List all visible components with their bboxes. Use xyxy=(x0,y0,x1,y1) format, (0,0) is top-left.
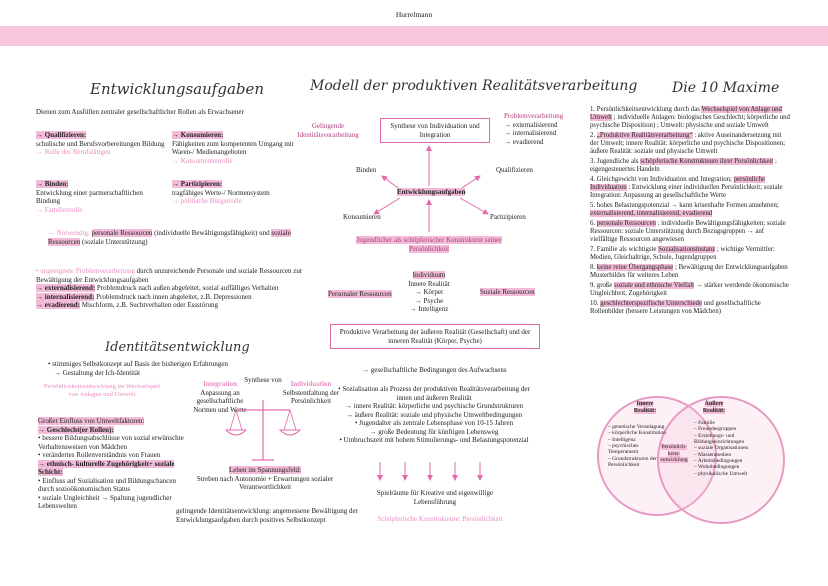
notwendig-pre: → Notwendig: xyxy=(48,229,90,237)
venn-left-item: – Grundstrukturen der Persönlichkeit xyxy=(608,455,657,468)
venn-center-text: Persönlich-keits-entwicklung xyxy=(660,444,688,464)
qualifizieren-text: schulische und Berufsvorbereitungen Bildung xyxy=(36,139,165,148)
maxime-text: 3. xyxy=(590,158,597,166)
maxime-item xyxy=(590,132,790,156)
eva-text: Mischform, z.B. Suchtverhalten oder Essstörung xyxy=(81,301,219,310)
entwicklungsaufgaben-intro: Dienen zum Ausfüllen zentraler gesellschaftlicher Rollen als Erwachsener xyxy=(36,108,244,116)
maxime-text: ; wichtige Vermittler: Medien, Gleichaltrige, Schule, Jugendgruppen xyxy=(590,246,775,262)
modell-binden: Binden xyxy=(356,166,377,174)
venn-right-item: – Erziehungs- und Bildungseinrichtungen xyxy=(694,432,745,445)
maxime-item xyxy=(590,300,790,316)
maxime-text: → stärker werdende ökonomische Ungleichheit, Zugehörigkeit xyxy=(590,282,789,298)
schicht-2: • soziale Ungleichheit → Spaltung jugendlicher Lebenswelten xyxy=(38,493,172,511)
binden-label: → Binden: xyxy=(36,180,69,188)
maxime-text: 1. xyxy=(590,106,597,113)
gelingend-text: gelingende Identitätsentwicklung: angemessene Bewältigung der Entwicklungsaufgaben durch positives Selbstkonzept xyxy=(176,507,358,524)
maxime-item xyxy=(590,176,790,200)
page-header: Hurrelmann xyxy=(395,10,433,19)
qualifizieren-role: → Rolle des Berufstätigen xyxy=(36,148,111,157)
venn-left-item: – Intelligenz xyxy=(608,436,636,443)
jugendlicher-text: Jugendlicher als schöpferischer Konstrukteur seiner Persönlichkeit xyxy=(356,236,502,253)
ungeeignete-pink: • ungeeignete Problemverarbeitung xyxy=(36,267,135,275)
maxime-text: 6. xyxy=(590,220,597,228)
maxime-text: : aktive Auseinandersetzung mit der Umwelt; innere Realität: körperliche und psychische Dispositionen; äußere Realität: soziale und physische Umwelt xyxy=(590,132,785,156)
synthese-box: Synthese von Individuation und Integration xyxy=(380,118,490,143)
venn-right-item: – Wohnbedingungen xyxy=(694,464,740,471)
individuum-label: Individuum xyxy=(412,271,446,279)
notwendig-hl1: personale Ressourcen xyxy=(91,229,153,237)
personale-ressourcen xyxy=(328,290,392,299)
maxime-text: Familie als wichtigste xyxy=(596,246,659,254)
partizipieren-text: tragfähiges Werte-/ Normensystem xyxy=(172,188,270,197)
maxime-title: Die 10 Maxime xyxy=(672,80,780,96)
venn-center xyxy=(657,444,691,464)
venn-right-item: – soziale Organisationen xyxy=(694,445,749,452)
innere-realitaet: Innere Realität xyxy=(408,279,450,288)
psyche: → Psyche xyxy=(414,296,444,305)
maxime-highlight: keine reine Übergangsphase xyxy=(596,264,674,272)
maxime-text: : individuelle Bewältigungsfähigkeiten; soziale Ressourcen: soziale Unterstützung durch Bezugsgruppen → auf vielfältige Ressourcen angewiesen xyxy=(590,220,786,244)
modell-qualifizieren: Qualifizieren xyxy=(496,166,533,174)
maxime-text: und gesellschaftliche Rollenbilder (bessere Leistungen von Mädchen) xyxy=(590,300,761,316)
maxime-highlight: schöpferische Konstrukteure ihrer Persönlichkeit xyxy=(640,158,774,166)
venn-left-item: – körperliche Konstitution xyxy=(608,430,667,437)
individuum-block xyxy=(390,271,468,314)
arrow-partizipieren xyxy=(460,198,488,214)
maxime-text: 2. xyxy=(590,132,597,140)
eva-label: → evadierend: xyxy=(36,301,81,310)
spielraeume: Spielräume für Kreative und eigenwillige Lebensführung xyxy=(376,489,494,506)
ungeeignete-text: durch unzureichende Personale und soziale Ressourcen zur Bewältigung der Entwicklungsaufgaben xyxy=(36,267,303,284)
problem-title: Problemverarbeitung xyxy=(504,112,564,120)
koerper: → Körper xyxy=(414,288,444,297)
maxime-text: 8. xyxy=(590,264,597,272)
venn-right-title xyxy=(694,401,734,416)
venn-right-title-text: Äußere Realität: xyxy=(702,401,726,415)
problem-item-2: → internalisierend xyxy=(504,129,557,138)
binden-text: Entwicklung einer partnerschaftlichen Bindung xyxy=(36,188,143,206)
produktive-box: Produktive Verarbeitung der äußeren Realität (Gesellschaft) und der inneren Realität (Körper, Psyche) xyxy=(330,324,540,349)
maxime-item xyxy=(590,106,790,130)
venn-right-list xyxy=(694,420,768,477)
gelingende-label: Gelingende Identitätsverarbeitung xyxy=(297,122,359,139)
notwendig-mid: (individuelle Bewältigungsfähigkeit) und xyxy=(154,229,270,237)
venn-right-item: – Massenmedien xyxy=(694,451,732,458)
venn-left-item: – genetische Veranlagung xyxy=(608,424,665,430)
umbruch: • Umbruchszeit mit hohem Stimulierungs- und Belastungspotenzial xyxy=(339,436,529,445)
maxime-highlight: externalisierend, internalisierend, evadierend xyxy=(590,210,713,218)
maxime-highlight: soziale und ethnische Vielfalt xyxy=(613,282,695,290)
maxime-highlight: Sozialisationsinstanz xyxy=(658,246,716,254)
maxime-item xyxy=(590,158,790,174)
maxime-highlight: persönliche Individuation xyxy=(590,176,765,192)
int-text: Problemdruck nach innen abgeleitet, z.B. Depressionen xyxy=(96,292,252,301)
maxime-text: Persönlichkeitsentwicklung durch das xyxy=(596,106,702,113)
maxime-text: ; eigengesteuertes Handeln xyxy=(590,158,777,174)
maxime-item xyxy=(590,282,790,298)
ext-label: → externalisierend: xyxy=(36,284,96,293)
maxime-item xyxy=(590,264,790,280)
geschlecht-label: → Geschlecht(er Rollen): xyxy=(38,425,114,434)
binden-role: → Familienrolle xyxy=(36,205,83,214)
schicht-1: • Einfluss auf Sozialisation und Bildungschancen durch sozioökonomischen Status xyxy=(38,476,176,494)
intelligenz: → Intelligenz xyxy=(409,305,449,314)
bedeutung: → große Bedeutung für künftigen Lebensweg xyxy=(369,427,499,436)
maxime-text: 5. xyxy=(590,202,597,210)
venn-right-item: – Familie xyxy=(694,420,715,426)
identitaet-bullet1: • stimmiges Selbstkonzept auf Basis der bisherigen Erfahrungen xyxy=(48,360,228,368)
aeussere-line: → äußere Realität: soziale und physische Umweltbedingungen xyxy=(345,410,523,419)
venn-right-item: – physikalische Umwelt xyxy=(694,470,748,477)
geschlecht-2: • verändertes Rollenverständnis von Frauen xyxy=(38,451,161,460)
partizipieren-role: → politische Bürgerrolle xyxy=(172,197,242,206)
identitaet-pink-note: Persönlichkeitsentwicklung im Wechselspiel von Anlagen und Umwelt xyxy=(44,383,160,398)
maxime-item xyxy=(590,246,790,262)
arrow-konsumieren xyxy=(374,198,400,214)
problem-item-3: → evadierend xyxy=(504,137,544,146)
modell-partizipieren: Partizipieren xyxy=(490,213,526,221)
maxime-item xyxy=(590,220,790,244)
venn-right-item: – Freundesgruppen xyxy=(694,426,737,433)
partizipieren-label: → Partizipieren: xyxy=(172,180,223,188)
sozialisation-block xyxy=(334,385,534,445)
venn-right-item: – Arbeitsbedingungen xyxy=(694,457,743,464)
jugendalter: • Jugendalter als zentrale Lebensphase von 10-15 Jahren xyxy=(354,419,514,428)
maxime-highlight: „Produktive Realitätsverarbeitung“ xyxy=(596,132,693,140)
entwicklungsaufgaben-title: Entwicklungsaufgaben xyxy=(90,80,265,98)
maxime-text: Gleichgewicht von Individuation und Integration; xyxy=(596,176,734,184)
maxime-text: 4. xyxy=(590,176,597,184)
sozialisation: • Sozialisation als Prozess der produktiven Realitätsverarbeitung der innen und äußeren Realität xyxy=(338,385,530,402)
problem-item-1: → externalisierend xyxy=(504,120,558,129)
konsumieren-label: → Konsumieren: xyxy=(172,131,224,139)
gesellschaft-line: → gesellschaftliche Bedingungen des Aufwachsens xyxy=(362,366,507,374)
schoepfer-pink: Schöpferische Konstrukteure: Persönlichkeit xyxy=(377,515,503,523)
maxime-item xyxy=(590,202,790,218)
geschlecht-1: • bessere Bildungsabschlüsse von sozial erwünschte Verhaltensweisen von Mädchen xyxy=(38,434,184,451)
maxime-text: ; individuelle Anlagen: biologisches Geschlecht; körperliche und psychische Disposition) ; Umwelt: physische und soziale Umwelt xyxy=(590,114,790,130)
modell-konsumieren: Konsumieren xyxy=(343,213,381,221)
individuation-text: Selbstentfaltung der Persönlichkeit xyxy=(282,388,340,406)
modell-center-label: Entwicklungsaufgaben xyxy=(397,188,466,196)
int-label: → internalisierend: xyxy=(36,292,95,301)
identitaet-bullet1b: → Gestaltung der Ich-Identität xyxy=(54,368,141,377)
ext-text: Problemdruck nach außen abgeleitet, sozial auffälliges Verhalten xyxy=(96,284,279,293)
individuation-title: Individuation xyxy=(290,380,332,388)
innere-line: → innere Realität: körperliche und psychische Grundstrukturen xyxy=(344,402,524,411)
maxime-text: Jugendliche als xyxy=(596,158,641,166)
jugendlicher-label xyxy=(352,236,506,253)
spannung-title: Leben im Spannungsfeld: xyxy=(229,466,301,474)
maxime-highlight: Wechselspiel von Anlage und Umwelt xyxy=(590,106,782,122)
spannung-text: Streben nach Autonomie + Erwartungen sozialer Verantwortlichkeit xyxy=(196,474,334,492)
soziale-ressourcen xyxy=(480,288,535,297)
venn-left-title xyxy=(625,401,665,416)
notwendig-hl2: soziale Ressourcen xyxy=(48,229,291,246)
identitaet-title: Identitätsentwicklung xyxy=(105,340,250,355)
integration-title: Integration xyxy=(203,380,237,388)
soziale-text: Soziale Ressourcen xyxy=(480,288,535,296)
maxime-text: : Entwicklung einer individuellen Persönlichkeit; soziale Integration: Anpassung an gesellschaftliche Werte xyxy=(590,184,783,200)
maxime-highlight: personale Ressourcen xyxy=(596,220,656,228)
konsumieren-text: Fähigkeiten zum kompetenten Umgang mit Waren-/ Medienangeboten xyxy=(172,139,294,157)
schicht-label: → ethnisch- kulturelle Zugehörigkeit+ soziale Schicht: xyxy=(38,459,175,477)
maxime-text: 9. xyxy=(590,282,597,290)
maxime-text: große xyxy=(596,282,614,290)
maxime-highlight: geschlechterspezifische Unterschiede xyxy=(600,300,702,308)
personale-text: Personaler Ressourcen xyxy=(328,290,392,298)
venn-left-item: – psychisches Temperament xyxy=(608,442,639,456)
maxime-list xyxy=(590,106,790,318)
konsumieren-role: → Konsumentenrolle xyxy=(172,156,233,165)
arrow-qualifizieren xyxy=(462,176,480,188)
maxime-text: 7. xyxy=(590,246,597,254)
umwelt-label: Großer Einfluss von Umweltfaktoren: xyxy=(38,417,145,425)
maxime-text: 10. xyxy=(590,300,601,308)
maxime-text: hohes Belastungspotenzial → kann krisenhafte Formen annehmen; xyxy=(596,202,779,210)
venn-left-title-text: Innere Realität: xyxy=(633,401,657,415)
notwendig-post: (soziale Unterstützung) xyxy=(82,237,148,246)
maxime-text: ; Bewältigung der Entwicklungsaufgaben Musterbildes für weiteres Leben xyxy=(590,264,788,280)
integration-text: Anpassung an gesellschaftliche Normen und Werte xyxy=(193,388,247,414)
modell-title: Modell der produktiven Realitätsverarbeitung xyxy=(310,78,638,94)
qualifizieren-label: → Qualifizieren: xyxy=(36,131,87,139)
synthese-label: Synthese von xyxy=(244,376,282,384)
arrow-binden xyxy=(382,176,398,188)
